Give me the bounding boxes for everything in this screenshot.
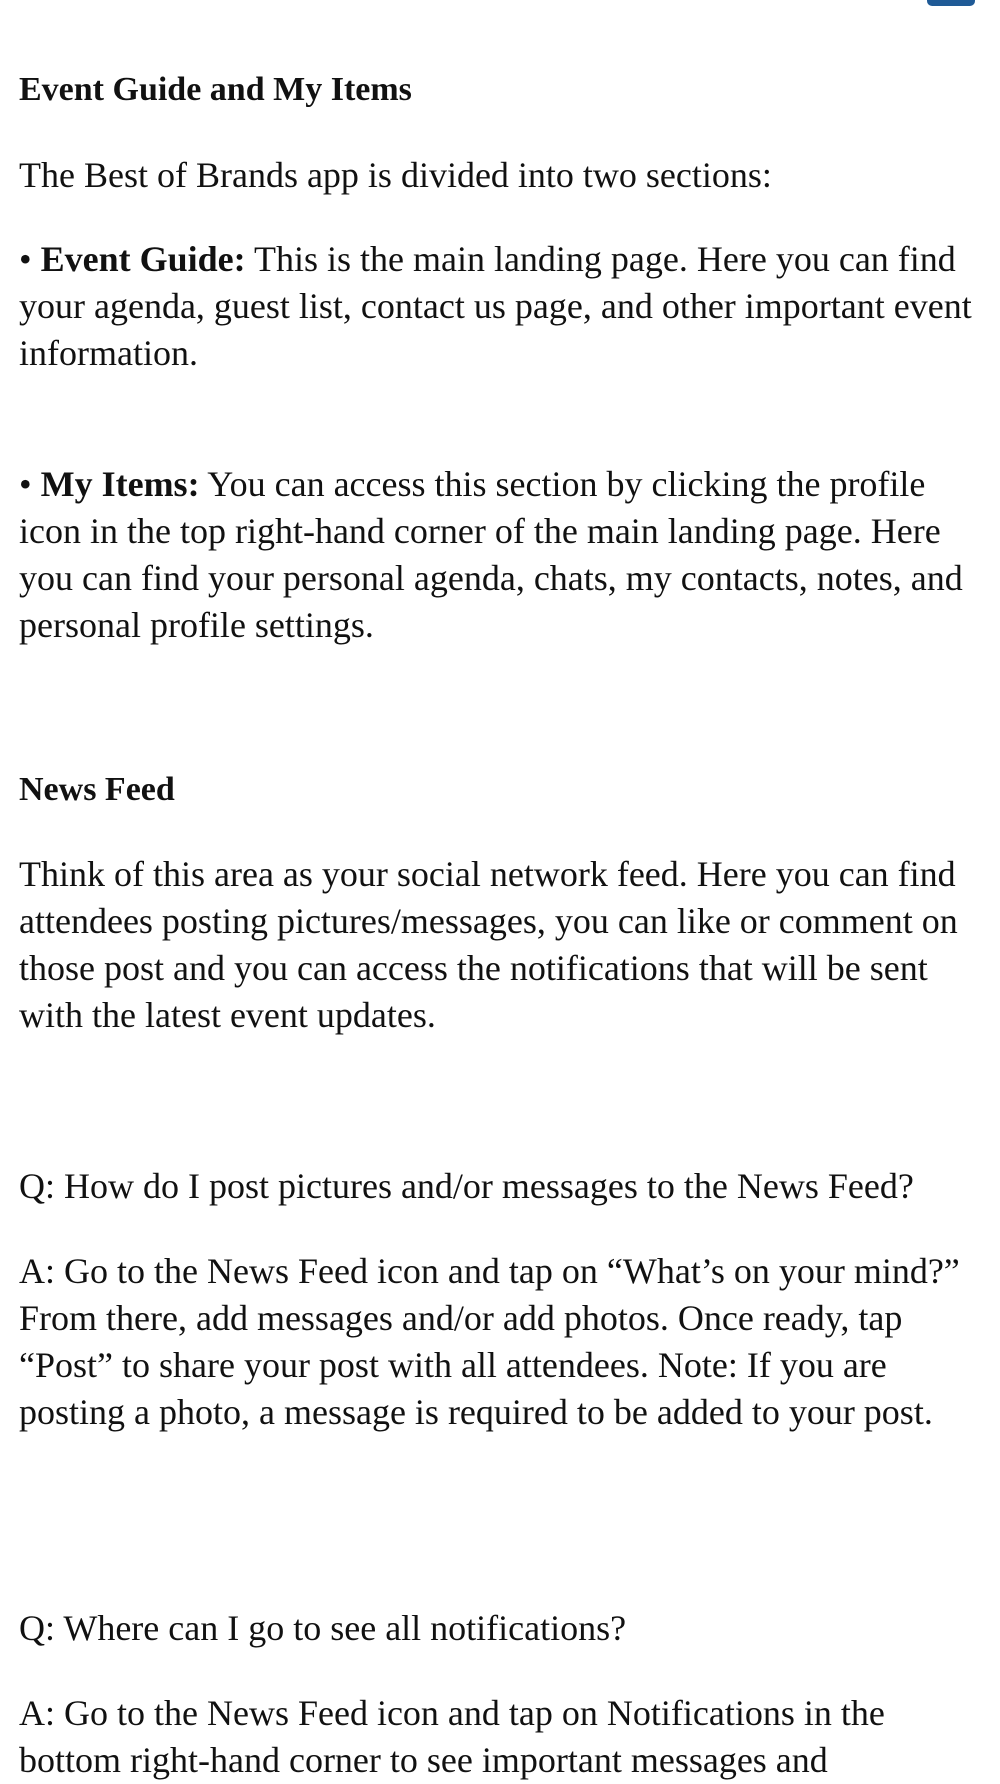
faq-answer: A: Go to the News Feed icon and tap on Notifications in the bottom right-hand corner to see important messages and (19, 1693, 885, 1780)
bullet-text-event-guide: This is the main landing page. Here you can find your agenda, guest list, contact us page, and other important event information. (19, 239, 972, 373)
top-accent-bar (927, 0, 975, 6)
bullet-event-guide (19, 236, 979, 377)
bullet-text-my-items: You can access this section by clicking the profile icon in the top right-hand corner of the main landing page. Here you can find your personal agenda, chats, my contacts, notes, and personal profile settings. (19, 464, 963, 645)
faq-question: Q: Where can I go to see all notifications? (19, 1608, 627, 1648)
section-intro-event-guide: The Best of Brands app is divided into two sections: (19, 155, 772, 195)
bullet-my-items (19, 461, 979, 649)
faq-answer: A: Go to the News Feed icon and tap on “What’s on your mind?” From there, add messages and/or add photos. Once ready, tap “Post” to share your post with all attendees. Note: If you are posting a photo, a message is required to be added to your post. (19, 1251, 960, 1432)
bullet-label-my-items: My Items: (40, 464, 200, 504)
faq-question: Q: How do I post pictures and/or messages to the News Feed? (19, 1166, 914, 1206)
bullet-marker: • (19, 464, 32, 504)
bullet-label-event-guide: Event Guide: (40, 239, 246, 279)
bullet-marker: • (19, 239, 32, 279)
section-heading-event-guide: Event Guide and My Items (19, 71, 412, 108)
section-intro-news-feed: Think of this area as your social network feed. Here you can find attendees posting pictures/messages, you can like or comment on those post and you can access the notifications that will be sent with the latest event updates. (19, 854, 958, 1035)
section-heading-news-feed: News Feed (19, 771, 175, 808)
